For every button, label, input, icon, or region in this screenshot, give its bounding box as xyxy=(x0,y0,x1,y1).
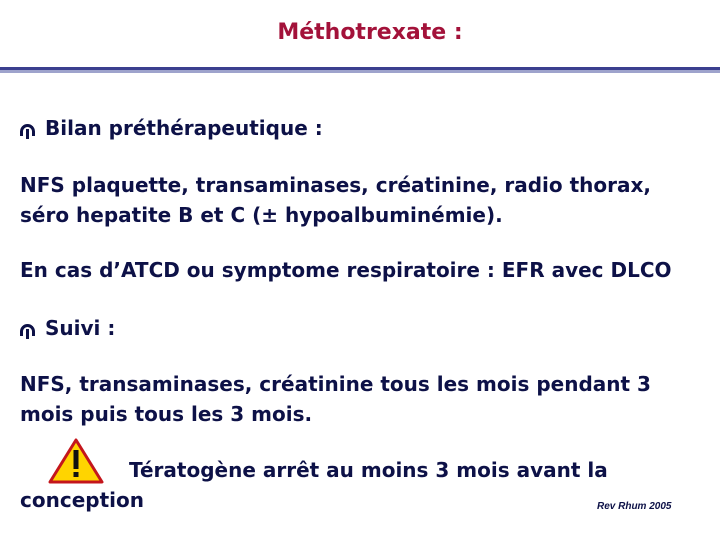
suivi-paragraph xyxy=(20,369,720,429)
bilan-line-1: NFS plaquette, transaminases, créatinine, radio thorax, xyxy=(20,173,652,197)
section-bilan-label: Bilan préthérapeutique : xyxy=(45,116,323,140)
bilan-paragraph xyxy=(20,170,720,230)
suivi-line-2: mois puis tous les 3 mois. xyxy=(20,402,313,426)
title-divider-shadow xyxy=(0,70,720,73)
warning-line-2: conception xyxy=(20,488,144,512)
warning-line-1: Tératogène arrêt au moins 3 mois avant la xyxy=(129,458,608,482)
source-citation: Rev Rhum 2005 xyxy=(597,501,672,512)
warning-triangle-icon xyxy=(46,436,106,486)
page-title: Méthotrexate : xyxy=(277,20,463,45)
section-bilan-heading xyxy=(20,116,323,140)
section-suivi-heading xyxy=(20,316,115,340)
bilan-line-2: séro hepatite B et C (± hypoalbuminémie). xyxy=(20,203,503,227)
bullet-icon xyxy=(20,124,35,136)
section-suivi-label: Suivi : xyxy=(45,316,116,340)
suivi-line-1: NFS, transaminases, créatinine tous les mois pendant 3 xyxy=(20,372,651,396)
bilan-extra: En cas d’ATCD ou symptome respiratoire : EFR avec DLCO xyxy=(20,258,672,282)
bullet-icon xyxy=(20,324,35,336)
